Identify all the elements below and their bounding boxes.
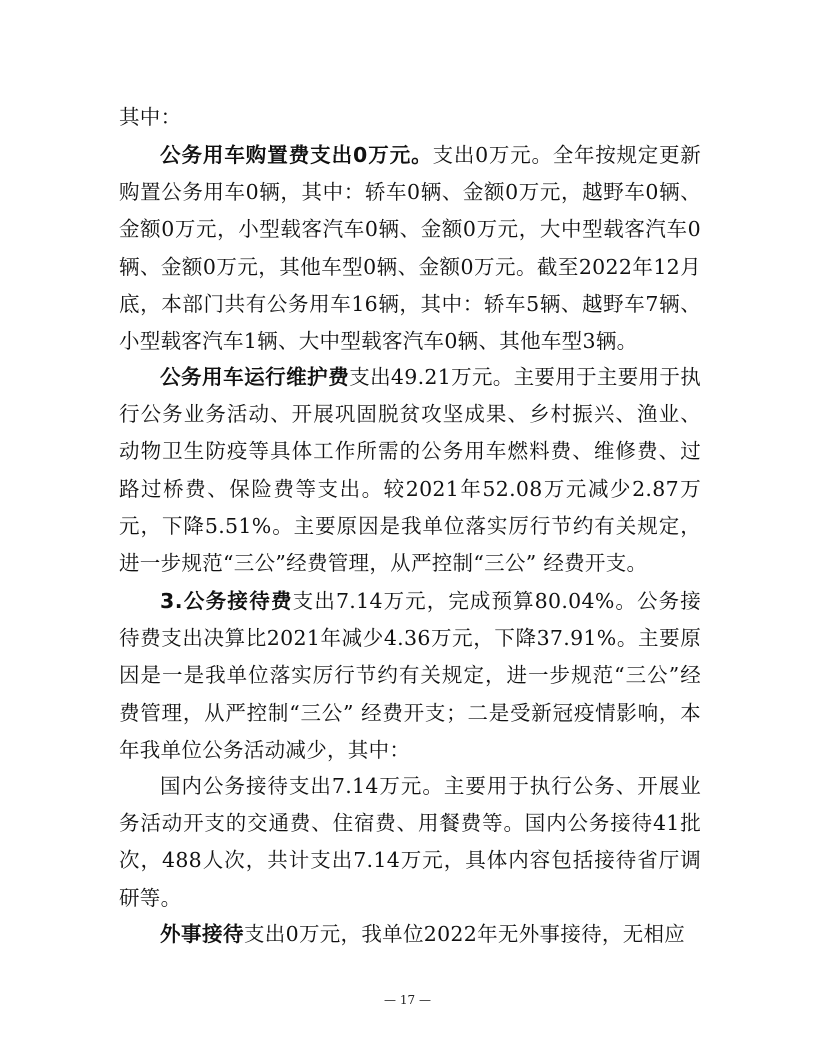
paragraph-domestic-reception [119, 768, 701, 917]
paragraph-vehicle-maintenance [119, 359, 701, 582]
page-number: — 17 — [384, 993, 431, 1007]
paragraph-lead: 公务用车购置费支出0万元。 [160, 143, 433, 167]
paragraph-lead: 3.公务接待费 [160, 589, 293, 613]
paragraph-lead: 外事接待 [160, 922, 244, 946]
paragraph-lead: 公务用车运行维护费 [160, 365, 350, 389]
paragraph-text: 支出49.21万元。主要用于主要用于执行公务业务活动、开展巩固脱贫攻坚成果、乡村振兴、渔业、动物卫生防疫等具体工作所需的公务用车燃料费、维修费、过路过桥费、保险费等支出。较2021年52.08万元减少2.87万元，下降5.51%。主要原因是我单位落实厉行节约有关规定，进一步规范“三公”经费管理，从严控制“三公” 经费开支。 [119, 365, 702, 576]
paragraph-intro [119, 99, 701, 136]
paragraph-text: 国内公务接待支出7.14万元。主要用于执行公务、开展业务活动开支的交通费、住宿费、用餐费等。国内公务接待41批次，488人次，共计支出7.14万元，具体内容包括接待省厅调研等。 [119, 774, 701, 910]
paragraph-text: 支出7.14万元，完成预算80.04%。公务接待费支出决算比2021年减少4.36万元，下降37.91%。主要原因是一是我单位落实厉行节约有关规定，进一步规范“三公”经费管理，从严控制“三公” 经费开支；二是受新冠疫情影响，本年我单位公务活动减少，其中： [119, 589, 701, 762]
paragraph-foreign-reception [119, 916, 701, 953]
paragraph-text: 支出0万元。全年按规定更新购置公务用车0辆，其中：轿车0辆、金额0万元，越野车0辆、金额0万元，小型载客汽车0辆、金额0万元，大中型载客汽车0辆、金额0万元，其他车型0辆、金额0万元。截至2022年12月底，本部门共有公务用车16辆，其中：轿车5辆、越野车7辆、小型载客汽车1辆、大中型载客汽车0辆、其他车型3辆。 [119, 143, 701, 354]
paragraph-text: 支出0万元，我单位2022年无外事接待，无相应 [244, 922, 686, 946]
paragraph-text: 其中： [119, 105, 182, 129]
paragraph-vehicle-purchase [119, 137, 701, 360]
paragraph-reception [119, 583, 701, 769]
